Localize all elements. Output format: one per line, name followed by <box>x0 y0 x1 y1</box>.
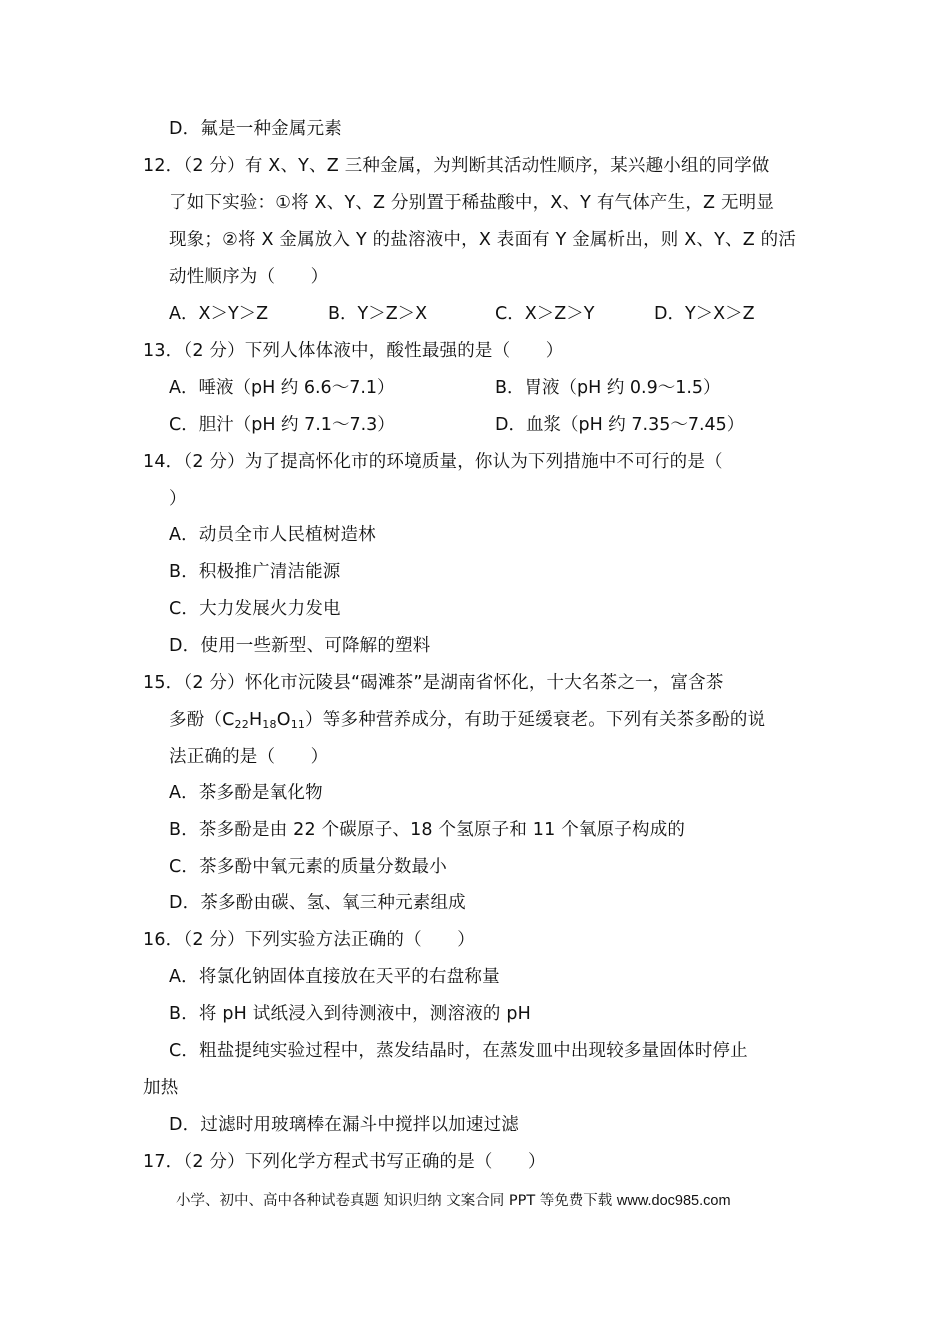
q17-stem: 17．（2 分）下列化学方程式书写正确的是（ ） <box>143 1152 546 1172</box>
q12-stem-line-2: 了如下实验：①将 X、Y、Z 分别置于稀盐酸中，X、Y 有气体产生，Z 无明显 <box>169 193 775 213</box>
q15-option-d: D．茶多酚由碳、氢、氧三种元素组成 <box>169 893 466 913</box>
q15-stem-line-3: 法正确的是（ ） <box>169 747 329 767</box>
q16-option-d: D．过滤时用玻璃棒在漏斗中搅拌以加速过滤 <box>169 1115 519 1135</box>
q15-formula-o: O <box>276 710 291 730</box>
footer-text: 小学、初中、高中各种试卷真题 知识归纳 文案合同 PPT 等免费下载 <box>176 1193 617 1209</box>
q15-formula-c-count: 22 <box>234 718 249 731</box>
q12-option-c: C．X＞Z＞Y <box>495 304 595 324</box>
q16-option-a: A．将氯化钠固体直接放在天平的右盘称量 <box>169 967 500 987</box>
q12-stem-line-3: 现象；②将 X 金属放入 Y 的盐溶液中，X 表面有 Y 金属析出，则 X、Y、Z 的活 <box>169 230 797 250</box>
q15-option-b: B．茶多酚是由 22 个碳原子、18 个氢原子和 11 个氧原子构成的 <box>169 820 686 840</box>
q15-formula-o-count: 11 <box>290 718 306 731</box>
q15-stem-line-2 <box>169 708 765 732</box>
q13-option-c: C．胆汁（pH 约 7.1～7.3） <box>169 415 395 435</box>
q14-option-d: D．使用一些新型、可降解的塑料 <box>169 636 431 656</box>
q16-stem: 16．（2 分）下列实验方法正确的（ ） <box>143 930 475 950</box>
q15-formula-prefix: 多酚（C <box>169 710 235 730</box>
q15-option-a: A．茶多酚是氧化物 <box>169 783 323 803</box>
q11-option-d: D．氟是一种金属元素 <box>169 119 342 139</box>
q13-option-b: B．胃液（pH 约 0.9～1.5） <box>495 378 721 398</box>
q12-option-a: A．X＞Y＞Z <box>169 304 269 324</box>
q16-option-c-line-1: C．粗盐提纯实验过程中，蒸发结晶时，在蒸发皿中出现较多量固体时停止 <box>169 1041 748 1061</box>
q15-stem-line-1: 15．（2 分）怀化市沅陵县“碣滩茶”是湖南省怀化，十大名茶之一，富含茶 <box>143 673 724 693</box>
q12-stem-line-4: 动性顺序为（ ） <box>169 267 329 287</box>
q12-option-d: D．Y＞X＞Z <box>654 304 755 324</box>
q12-option-b: B．Y＞Z＞X <box>328 304 428 324</box>
footer-url[interactable]: www.doc985.com <box>616 1193 731 1209</box>
q14-option-b: B．积极推广清洁能源 <box>169 562 341 582</box>
q14-stem-line-1: 14．（2 分）为了提高怀化市的环境质量，你认为下列措施中不可行的是（ <box>143 452 723 472</box>
q13-option-d: D．血浆（pH 约 7.35～7.45） <box>495 415 745 435</box>
q15-formula-h-count: 18 <box>262 718 277 731</box>
q16-option-b: B．将 pH 试纸浸入到待测液中，测溶液的 pH <box>169 1004 532 1024</box>
q13-stem: 13．（2 分）下列人体体液中，酸性最强的是（ ） <box>143 341 564 361</box>
q13-option-a: A．唾液（pH 约 6.6～7.1） <box>169 378 395 398</box>
page-footer <box>176 1190 731 1212</box>
q15-option-c: C．茶多酚中氧元素的质量分数最小 <box>169 857 447 877</box>
q14-option-c: C．大力发展火力发电 <box>169 599 341 619</box>
q16-option-c-line-2: 加热 <box>143 1078 179 1098</box>
q12-stem-line-1: 12．（2 分）有 X、Y、Z 三种金属，为判断其活动性顺序，某兴趣小组的同学做 <box>143 156 770 176</box>
q15-formula-h: H <box>248 710 263 730</box>
q14-stem-line-2: ） <box>169 489 187 509</box>
q15-stem-line-2-rest: ）等多种营养成分，有助于延缓衰老。下列有关茶多酚的说 <box>305 710 766 730</box>
q14-option-a: A．动员全市人民植树造林 <box>169 525 376 545</box>
